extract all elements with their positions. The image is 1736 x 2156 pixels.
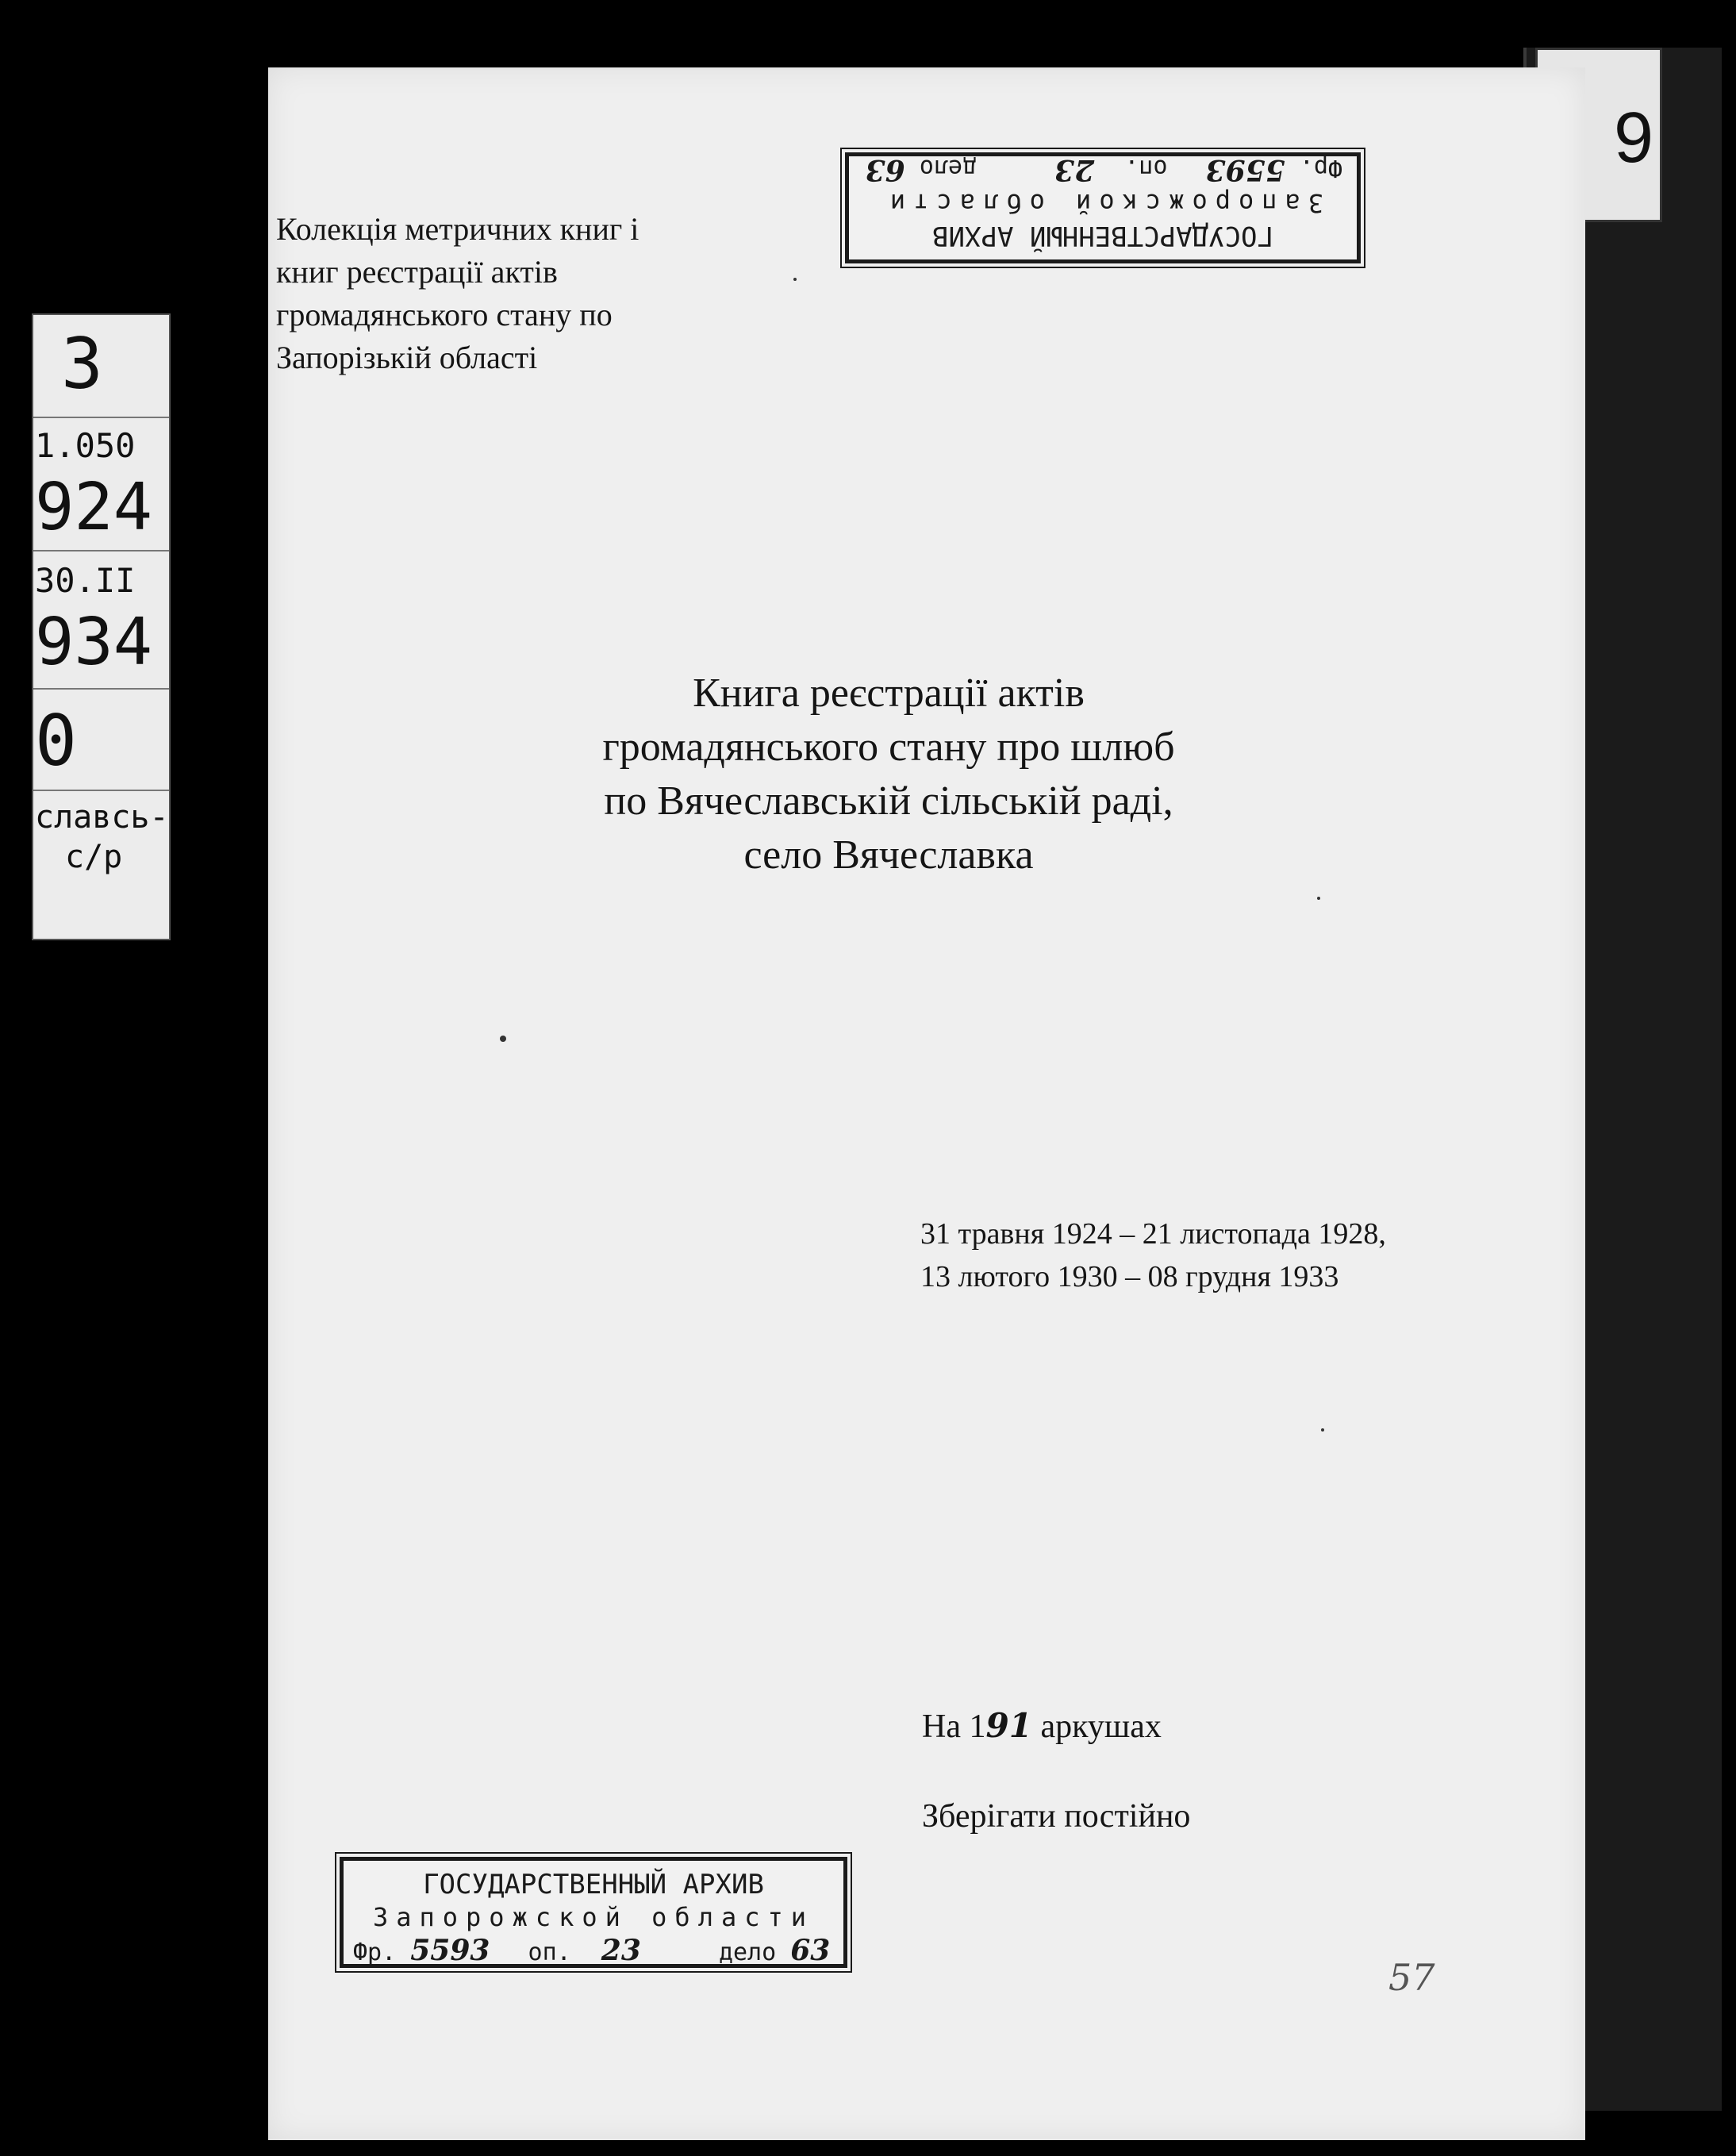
spine-label-divider <box>33 550 171 551</box>
spine-label-line: 924 <box>35 470 153 545</box>
date-range-line: 31 травня 1924 – 21 листопада 1928, <box>920 1217 1386 1251</box>
archive-stamp <box>340 1857 847 1968</box>
date-range-line: 13 лютого 1930 – 08 грудня 1933 <box>920 1260 1339 1293</box>
spine-label-line: славсь- <box>35 799 169 836</box>
sheet-count-handwritten: 91 <box>985 1706 1032 1745</box>
spine-label-divider <box>33 790 171 791</box>
spine-label-line: 3 <box>61 323 103 405</box>
spine-label <box>32 313 171 940</box>
stamp-opis-value: 23 <box>1054 153 1095 186</box>
stamp-reference <box>344 1934 843 1967</box>
stamp-reference <box>849 153 1357 186</box>
paper-speck <box>500 1036 506 1042</box>
collection-title-line: Запорізькій області <box>276 340 538 375</box>
stamp-delo-label: дело <box>718 1939 777 1966</box>
spine-label-line: с/р <box>65 839 123 875</box>
stamp-fond-label: Фр. <box>353 1939 397 1966</box>
stamp-opis-label: оп. <box>1124 154 1168 182</box>
collection-title-line: Колекція метричних книг і <box>276 211 639 247</box>
stamp-fond-value: 5593 <box>1205 153 1285 186</box>
stamp-opis-value: 23 <box>601 1934 641 1967</box>
stamp-fond-value: 5593 <box>410 1934 490 1967</box>
sheet-count-prefix: На 1 <box>922 1708 986 1745</box>
folio-number: 57 <box>1388 1956 1435 1999</box>
archive-stamp-inverted <box>845 152 1361 263</box>
paper-speck <box>1317 897 1320 900</box>
stamp-region: Запорожской области <box>881 188 1324 218</box>
book-title-line: громадянського стану про шлюб <box>602 724 1175 770</box>
collection-title-line: книг реєстрації актів <box>276 254 558 290</box>
collection-title-line: громадянського стану по <box>276 297 613 332</box>
collection-title <box>276 208 784 379</box>
paper-speck <box>793 278 797 281</box>
folder-tab-number: 9 <box>1613 98 1653 178</box>
book-title-line: по Вячеславській сільській раді, <box>604 778 1173 824</box>
sheet-count-suffix: аркушах <box>1031 1708 1162 1745</box>
book-title-line: Книга реєстрації актів <box>693 671 1085 716</box>
stamp-fond-label: Фр. <box>1299 154 1342 182</box>
spine-label-divider <box>33 688 171 690</box>
spine-label-line: 0 <box>35 700 77 782</box>
stamp-archive-name: ГОСУДАРСТВЕННЫЙ АРХИВ <box>932 220 1273 252</box>
book-title <box>349 667 1428 882</box>
retention-note: Зберігати постійно <box>922 1798 1191 1835</box>
book-title-line: село Вячеславка <box>743 832 1034 878</box>
spine-label-line: 30.II <box>35 561 136 600</box>
sheet-count <box>922 1706 1162 1746</box>
stamp-delo-value: 63 <box>865 153 905 186</box>
stamp-opis-label: оп. <box>528 1939 571 1966</box>
spine-label-line: 934 <box>35 605 153 680</box>
stamp-delo-value: 63 <box>790 1934 831 1967</box>
spine-label-line: 1.050 <box>35 426 136 465</box>
stamp-region: Запорожской области <box>372 1902 815 1932</box>
spine-label-divider <box>33 417 171 418</box>
stamp-archive-name: ГОСУДАРСТВЕННЫЙ АРХИВ <box>423 1869 764 1900</box>
paper-speck <box>1321 1428 1324 1432</box>
stamp-delo-label: дело <box>919 154 977 182</box>
date-range <box>920 1213 1386 1298</box>
